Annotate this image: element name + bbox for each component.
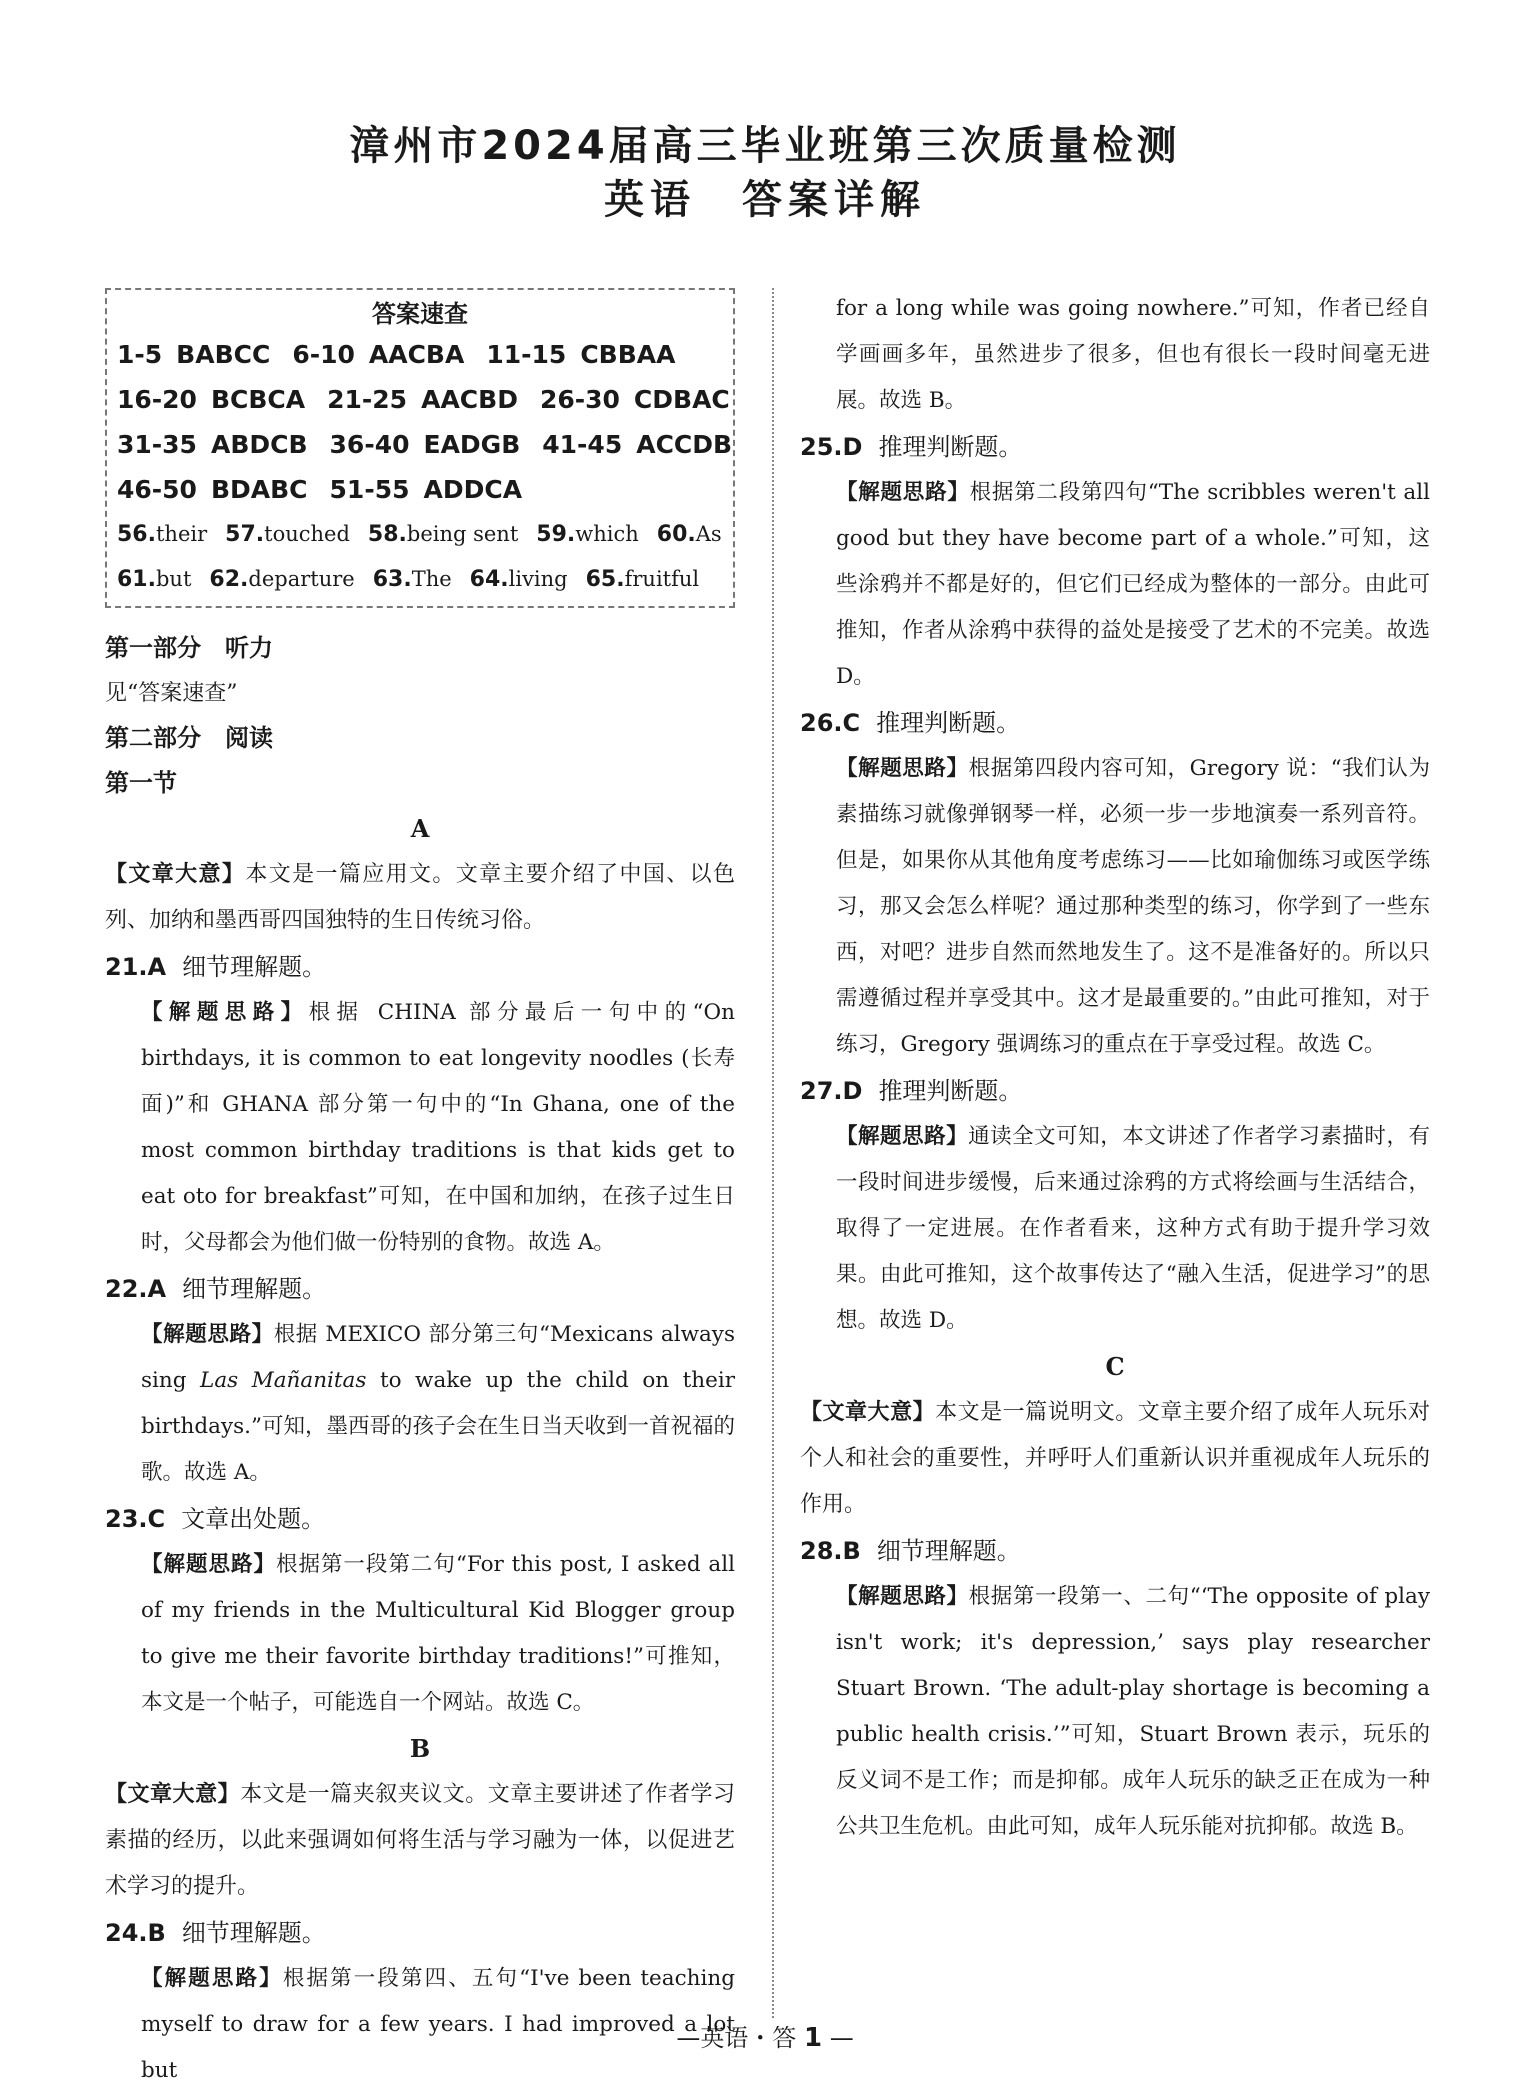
passage-letter: C <box>1105 1352 1125 1381</box>
answer-range: 11-15 <box>486 340 567 369</box>
answer-row <box>117 377 730 422</box>
page-subtitle: 英语 答案详解 <box>604 177 926 223</box>
answer-letters: ACCDB <box>636 430 733 459</box>
footer-label: —英语・答 <box>676 2024 797 2052</box>
page-header <box>0 120 1530 228</box>
fill-answer: 56.their <box>117 522 208 547</box>
answer-letters: AACBA <box>368 340 465 369</box>
fill-answer: 62.departure <box>209 567 355 592</box>
fill-answer: 65.fruitful <box>585 567 700 592</box>
fill-answer: 63.The <box>372 567 452 592</box>
answer-range: 36-40 <box>329 430 410 459</box>
passage-summary: 【文章大意】本文是一篇应用文。文章主要介绍了中国、以色列、加纳和墨西哥四国独特的生日传统习俗。 <box>105 862 735 933</box>
question-explanation: 【解题思路】通读全文可知，本文讲述了作者学习素描时，有一段时间进步缓慢，后来通过涂鸦的方式将绘画与生活结合，取得了一定进展。在作者看来，这种方式有助于提升学习效果。由此可推知，这个故事传达了“融入生活，促进学习”的思想。故选 D。 <box>836 1124 1430 1333</box>
question-explanation: 【解题思路】根据第一段第四、五句“I've been teaching myself to draw for a few years. I had improved a lot but <box>141 1966 735 2083</box>
passage-letter: B <box>409 1734 431 1763</box>
fill-answer: 61.but <box>117 567 192 592</box>
page-number: 1 <box>803 2023 823 2053</box>
answer-range: 26-30 <box>539 385 620 414</box>
fill-answer: 58.being sent <box>367 522 519 547</box>
question-explanation: 【解题思路】根据第一段第一、二句“‘The opposite of play isn't work; it's depression,’ says play researcher Stuart Brown. ‘The adult-play shortage is becoming a public health crisis.’”可知，Stuart Brown 表示，玩乐的反义词不是工作；而是抑郁。成年人玩乐的缺乏正在成为一种公共卫生危机。由此可知，成年人玩乐能对抗抑郁。故选 B。 <box>836 1584 1430 1839</box>
question-explanation: 【解题思路】根据 CHINA 部分最后一句中的“On birthdays, it is common to eat longevity noodles (长寿面)”和 GHANA 部分第一句中的“In Ghana, one of the most common birthday traditions is that kids get to eat oto for breakfast”可知，在中国和加纳，在孩子过生日时，父母都会为他们做一份特别的食物。故选 A。 <box>141 1000 735 1255</box>
left-column <box>105 288 735 2094</box>
answer-range: 21-25 <box>327 385 408 414</box>
right-column <box>800 286 1430 1850</box>
answer-range: 6-10 <box>292 340 355 369</box>
answer-row <box>117 332 723 377</box>
question-heading: 26.C 推理判断题。 <box>800 709 1021 737</box>
answer-range: 1-5 <box>117 340 163 369</box>
answer-range: 51-55 <box>329 475 410 504</box>
answer-letters: BDABC <box>210 475 308 504</box>
answer-letters: BCBCA <box>210 385 306 414</box>
answer-row <box>117 467 723 512</box>
passage-summary: 【文章大意】本文是一篇说明文。文章主要介绍了成年人玩乐对个人和社会的重要性，并呼吁人们重新认识并重视成年人玩乐的作用。 <box>800 1400 1430 1517</box>
fill-answer-row <box>117 557 723 602</box>
question-heading: 28.B 细节理解题。 <box>800 1537 1021 1565</box>
question-heading: 25.D 推理判断题。 <box>800 433 1023 461</box>
question-explanation: 【解题思路】根据第四段内容可知，Gregory 说：“我们认为素描练习就像弹钢琴一样，必须一步一步地演奏一系列音符。但是，如果你从其他角度考虑练习——比如瑜伽练习或医学练习，那又会怎么样呢？通过那种类型的练习，你学到了一些东西，对吧？进步自然而然地发生了。这不是准备好的。所以只需遵循过程并享受其中。这才是最重要的。”由此可推知，对于练习，Gregory 强调练习的重点在于享受过程。故选 C。 <box>836 756 1430 1057</box>
question-heading: 21.A 细节理解题。 <box>105 953 327 981</box>
page-footer <box>0 2018 1530 2053</box>
answer-quick-check-box <box>105 288 735 608</box>
answer-letters: CDBAC <box>633 385 730 414</box>
footer-suffix: — <box>829 2024 854 2052</box>
section-heading: 第一节 <box>105 769 177 797</box>
answer-range: 41-45 <box>542 430 623 459</box>
answer-letters: ABDCB <box>210 430 308 459</box>
question-explanation: 【解题思路】根据 MEXICO 部分第三句“Mexicans always sing Las Mañanitas to wake up the child on their birthdays.”可知，墨西哥的孩子会在生日当天收到一首祝福的歌。故选 A。 <box>141 1322 735 1485</box>
answer-row <box>117 422 733 467</box>
page-title: 漳州市2024届高三毕业班第三次质量检测 <box>349 123 1181 169</box>
answer-letters: EADGB <box>423 430 521 459</box>
answer-range: 16-20 <box>117 385 197 414</box>
fill-answer: 57.touched <box>225 522 350 547</box>
answer-letters: AACBD <box>421 385 518 414</box>
answer-letters: CBBAA <box>580 340 676 369</box>
question-heading: 24.B 细节理解题。 <box>105 1919 326 1947</box>
question-explanation-continued: for a long while was going nowhere.”可知，作者已经自学画画多年，虽然进步了很多，但也有很长一段时间毫无进展。故选 B。 <box>836 296 1430 413</box>
question-heading: 27.D 推理判断题。 <box>800 1077 1023 1105</box>
answer-range: 46-50 <box>117 475 197 504</box>
passage-letter: A <box>410 814 430 843</box>
part-heading: 第一部分 听力 <box>105 634 273 662</box>
part-heading: 第二部分 阅读 <box>105 724 273 752</box>
fill-answer: 64.living <box>469 567 568 592</box>
question-heading: 23.C 文章出处题。 <box>105 1505 326 1533</box>
answer-letters: ADDCA <box>423 475 523 504</box>
answer-range: 31-35 <box>117 430 197 459</box>
column-divider <box>772 288 774 2018</box>
fill-answer-row <box>117 512 723 557</box>
part-note: 见“答案速查” <box>105 681 238 706</box>
question-heading: 22.A 细节理解题。 <box>105 1275 327 1303</box>
question-explanation: 【解题思路】根据第一段第二句“For this post, I asked all of my friends in the Multicultural Kid Blogger group to give me their favorite birthday traditions!”可推知，本文是一个帖子，可能选自一个网站。故选 C。 <box>141 1552 735 1715</box>
passage-summary: 【文章大意】本文是一篇夹叙夹议文。文章主要讲述了作者学习素描的经历，以此来强调如何将生活与学习融为一体，以促进艺术学习的提升。 <box>105 1782 735 1899</box>
fill-answer: 59.which <box>536 522 639 547</box>
quick-check-title: 答案速查 <box>372 300 468 328</box>
question-explanation: 【解题思路】根据第二段第四句“The scribbles weren't all good but they have become part of a whole.”可知，这些涂鸦并不都是好的，但它们已经成为整体的一部分。由此可推知，作者从涂鸦中获得的益处是接受了艺术的不完美。故选 D。 <box>836 480 1430 689</box>
answer-letters: BABCC <box>176 340 271 369</box>
fill-answer: 60.As <box>656 522 722 547</box>
